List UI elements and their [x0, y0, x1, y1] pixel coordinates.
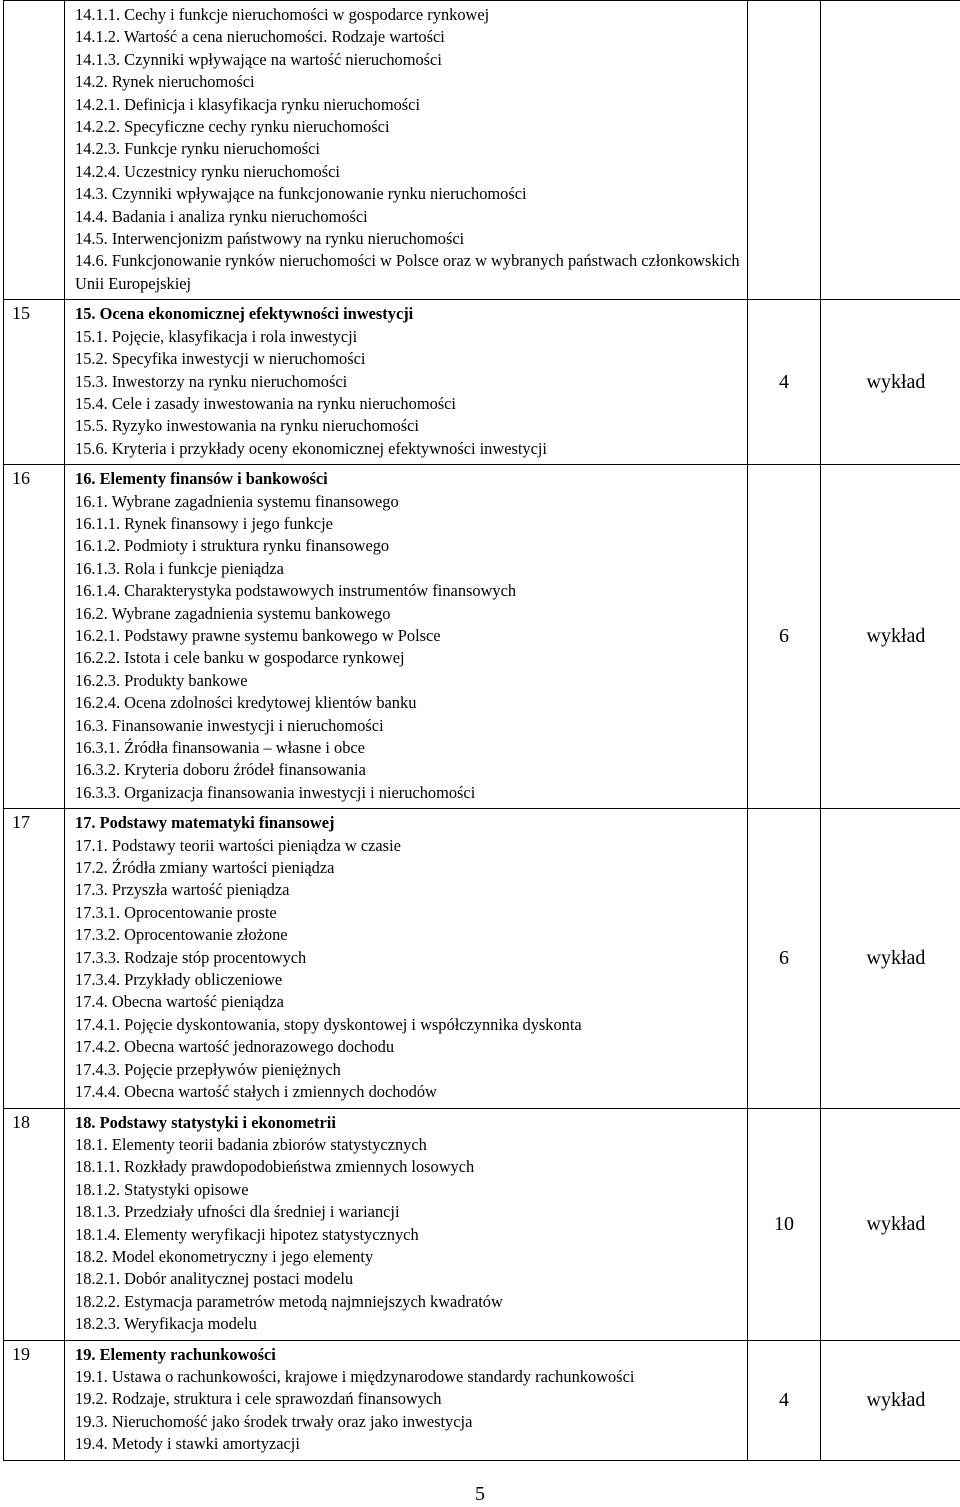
hours-cell: 6 — [748, 465, 821, 809]
table-row — [4, 300, 960, 465]
topic-line: 17.3.2. Oprocentowanie złożone — [75, 925, 288, 945]
section-heading: 19. Elementy rachunkowości — [75, 1344, 276, 1364]
topic-line: 16.1.4. Charakterystyka podstawowych instrumentów finansowych — [75, 581, 517, 601]
topic-line: 16.2.1. Podstawy prawne systemu bankowego w Polsce — [75, 625, 441, 645]
topic-line: 15.6. Kryteria i przykłady oceny ekonomicznej efektywności inwestycji — [75, 438, 547, 458]
section-number: 16 — [4, 465, 65, 809]
topic-line: 16.3.2. Kryteria doboru źródeł finansowania — [75, 760, 366, 780]
topic-line: 15.5. Ryzyko inwestowania na rynku nieruchomości — [75, 416, 419, 436]
syllabus-table-body — [4, 1, 960, 1461]
section-heading: 15. Ocena ekonomicznej efektywności inwestycji — [75, 304, 414, 324]
form-cell: wykład — [821, 300, 960, 465]
topic-line: 14.6. Funkcjonowanie rynków nieruchomości w Polsce oraz w wybranych państwach członkowskich Unii Europejskiej — [75, 251, 740, 293]
topic-line: 16.2. Wybrane zagadnienia systemu bankowego — [75, 603, 391, 623]
form-cell: wykład — [821, 1108, 960, 1340]
topic-line: 17.4.4. Obecna wartość stałych i zmiennych dochodów — [75, 1082, 437, 1102]
topic-line: 17.1. Podstawy teorii wartości pieniądza w czasie — [75, 835, 401, 855]
topic-line: 17.3.4. Przykłady obliczeniowe — [75, 970, 283, 990]
topic-line: 16.2.3. Produkty bankowe — [75, 670, 248, 690]
topic-line: 14.1.1. Cechy i funkcje nieruchomości w gospodarce rynkowej — [75, 5, 490, 24]
topic-line: 16.2.2. Istota i cele banku w gospodarce rynkowej — [75, 648, 405, 668]
topic-line: 19.3. Nieruchomość jako środek trwały oraz jako inwestycja — [75, 1411, 473, 1431]
topic-line: 19.2. Rodzaje, struktura i cele sprawozdań finansowych — [75, 1389, 442, 1409]
topic-line: 16.3.1. Źródła finansowania – własne i obce — [75, 738, 365, 757]
table-row — [4, 1340, 960, 1460]
topic-line: 15.2. Specyfika inwestycji w nieruchomości — [75, 349, 366, 369]
topic-line: 17.4. Obecna wartość pieniądza — [75, 992, 284, 1012]
form-cell: wykład — [821, 809, 960, 1108]
topic-line: 18.1.1. Rozkłady prawdopodobieństwa zmiennych losowych — [75, 1157, 475, 1177]
section-heading: 16. Elementy finansów i bankowości — [75, 469, 328, 489]
topic-line: 14.2. Rynek nieruchomości — [75, 72, 255, 92]
topic-line: 18.2.1. Dobór analitycznej postaci modelu — [75, 1269, 354, 1289]
topic-line: 17.3.3. Rodzaje stóp procentowych — [75, 947, 307, 967]
topic-line: 16.1.1. Rynek finansowy i jego funkcje — [75, 513, 333, 533]
topics-cell — [65, 1, 748, 300]
topic-line: 18.1.4. Elementy weryfikacji hipotez statystycznych — [75, 1224, 419, 1244]
topics-cell — [65, 809, 748, 1108]
section-number: 19 — [4, 1340, 65, 1460]
topic-line: 14.3. Czynniki wpływające na funkcjonowanie rynku nieruchomości — [75, 184, 527, 204]
topic-line: 17.3. Przyszła wartość pieniądza — [75, 880, 290, 900]
topics-cell — [65, 465, 748, 809]
hours-cell: 4 — [748, 1340, 821, 1460]
topic-line: 14.2.2. Specyficzne cechy rynku nieruchomości — [75, 117, 390, 137]
topics-cell — [65, 1340, 748, 1460]
topic-line: 14.2.3. Funkcje rynku nieruchomości — [75, 139, 320, 159]
table-row — [4, 465, 960, 809]
topic-line: 14.2.1. Definicja i klasyfikacja rynku nieruchomości — [75, 94, 421, 114]
topics-cell — [65, 1108, 748, 1340]
topic-line: 18.1.3. Przedziały ufności dla średniej i wariancji — [75, 1202, 400, 1222]
topics-cell — [65, 300, 748, 465]
topic-line: 18.1. Elementy teorii badania zbiorów statystycznych — [75, 1134, 427, 1154]
hours-cell: 10 — [748, 1108, 821, 1340]
topic-line: 14.1.3. Czynniki wpływające na wartość nieruchomości — [75, 49, 442, 69]
topic-line: 17.4.3. Pojęcie przepływów pieniężnych — [75, 1059, 341, 1079]
table-row — [4, 809, 960, 1108]
topic-line: 19.1. Ustawa o rachunkowości, krajowe i międzynarodowe standardy rachunkowości — [75, 1366, 635, 1386]
section-heading: 17. Podstawy matematyki finansowej — [75, 813, 335, 833]
topic-line: 14.1.2. Wartość a cena nieruchomości. Rodzaje wartości — [75, 27, 445, 47]
table-row — [4, 1108, 960, 1340]
section-number: 18 — [4, 1108, 65, 1340]
form-cell: wykład — [821, 465, 960, 809]
topic-line: 16.3. Finansowanie inwestycji i nieruchomości — [75, 715, 384, 735]
form-cell: wykład — [821, 1340, 960, 1460]
syllabus-table — [3, 0, 960, 1461]
topic-line: 16.2.4. Ocena zdolności kredytowej klientów banku — [75, 693, 417, 713]
topic-line: 18.2.3. Weryfikacja modelu — [75, 1314, 257, 1334]
topic-line: 14.5. Interwencjonizm państwowy na rynku nieruchomości — [75, 229, 465, 249]
topic-line: 17.4.1. Pojęcie dyskontowania, stopy dyskontowej i współczynnika dyskonta — [75, 1014, 582, 1034]
hours-cell: 4 — [748, 300, 821, 465]
topic-line: 15.3. Inwestorzy na rynku nieruchomości — [75, 371, 348, 391]
form-cell — [821, 1, 960, 300]
topic-line: 16.1.3. Rola i funkcje pieniądza — [75, 558, 284, 578]
topic-line: 18.2. Model ekonometryczny i jego elementy — [75, 1246, 374, 1266]
section-number: 15 — [4, 300, 65, 465]
hours-cell: 6 — [748, 809, 821, 1108]
topic-line: 17.2. Źródła zmiany wartości pieniądza — [75, 858, 335, 878]
hours-cell — [748, 1, 821, 300]
section-number — [4, 1, 65, 300]
page-number: 5 — [475, 1483, 485, 1505]
topic-line: 14.2.4. Uczestnicy rynku nieruchomości — [75, 161, 340, 181]
topic-line: 18.2.2. Estymacja parametrów metodą najmniejszych kwadratów — [75, 1291, 503, 1311]
section-heading: 18. Podstawy statystyki i ekonometrii — [75, 1112, 336, 1132]
topic-line: 18.1.2. Statystyki opisowe — [75, 1179, 249, 1199]
topic-line: 14.4. Badania i analiza rynku nieruchomości — [75, 206, 368, 226]
topic-line: 17.4.2. Obecna wartość jednorazowego dochodu — [75, 1037, 395, 1057]
section-number: 17 — [4, 809, 65, 1108]
topic-line: 16.1. Wybrane zagadnienia systemu finansowego — [75, 491, 399, 511]
topic-line: 16.3.3. Organizacja finansowania inwestycji i nieruchomości — [75, 782, 476, 802]
topic-line: 15.1. Pojęcie, klasyfikacja i rola inwestycji — [75, 326, 358, 346]
topic-line: 19.4. Metody i stawki amortyzacji — [75, 1434, 300, 1454]
topic-line: 17.3.1. Oprocentowanie proste — [75, 902, 277, 922]
topic-line: 15.4. Cele i zasady inwestowania na rynku nieruchomości — [75, 393, 456, 413]
topic-line: 16.1.2. Podmioty i struktura rynku finansowego — [75, 536, 390, 556]
table-row — [4, 1, 960, 300]
